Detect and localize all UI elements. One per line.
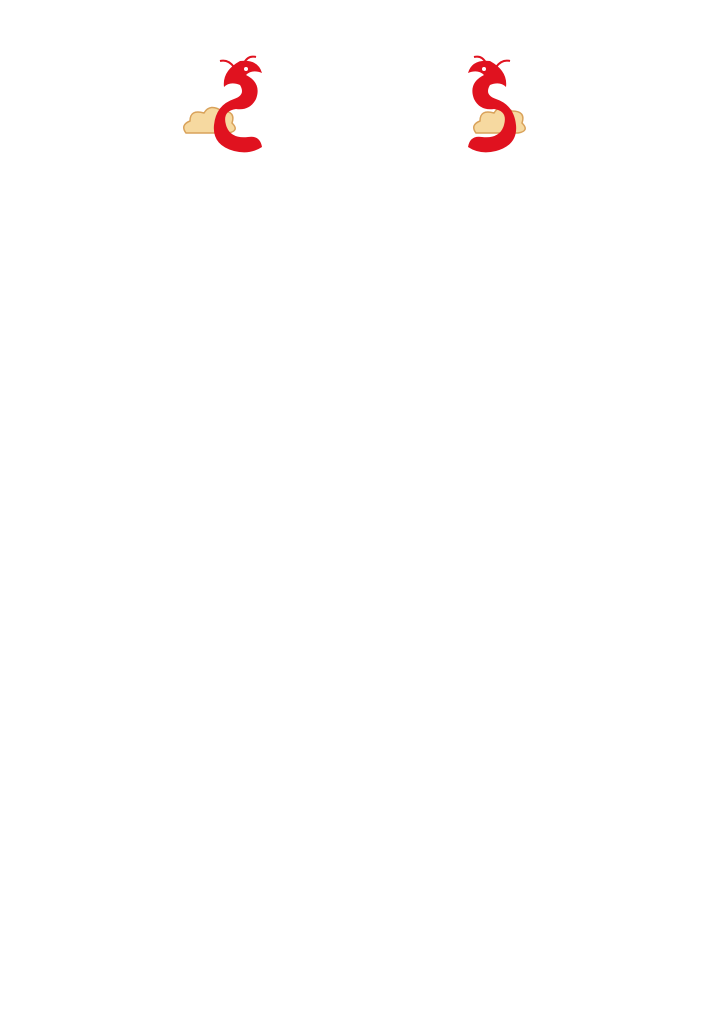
dragon-right-icon bbox=[450, 55, 530, 157]
right-lantern-border bbox=[671, 62, 705, 922]
dragon-left-icon bbox=[200, 55, 280, 157]
header bbox=[180, 55, 530, 160]
bottom-lantern-border bbox=[0, 940, 705, 1024]
top-lantern-border bbox=[0, 0, 705, 52]
left-lantern-border bbox=[0, 62, 34, 922]
